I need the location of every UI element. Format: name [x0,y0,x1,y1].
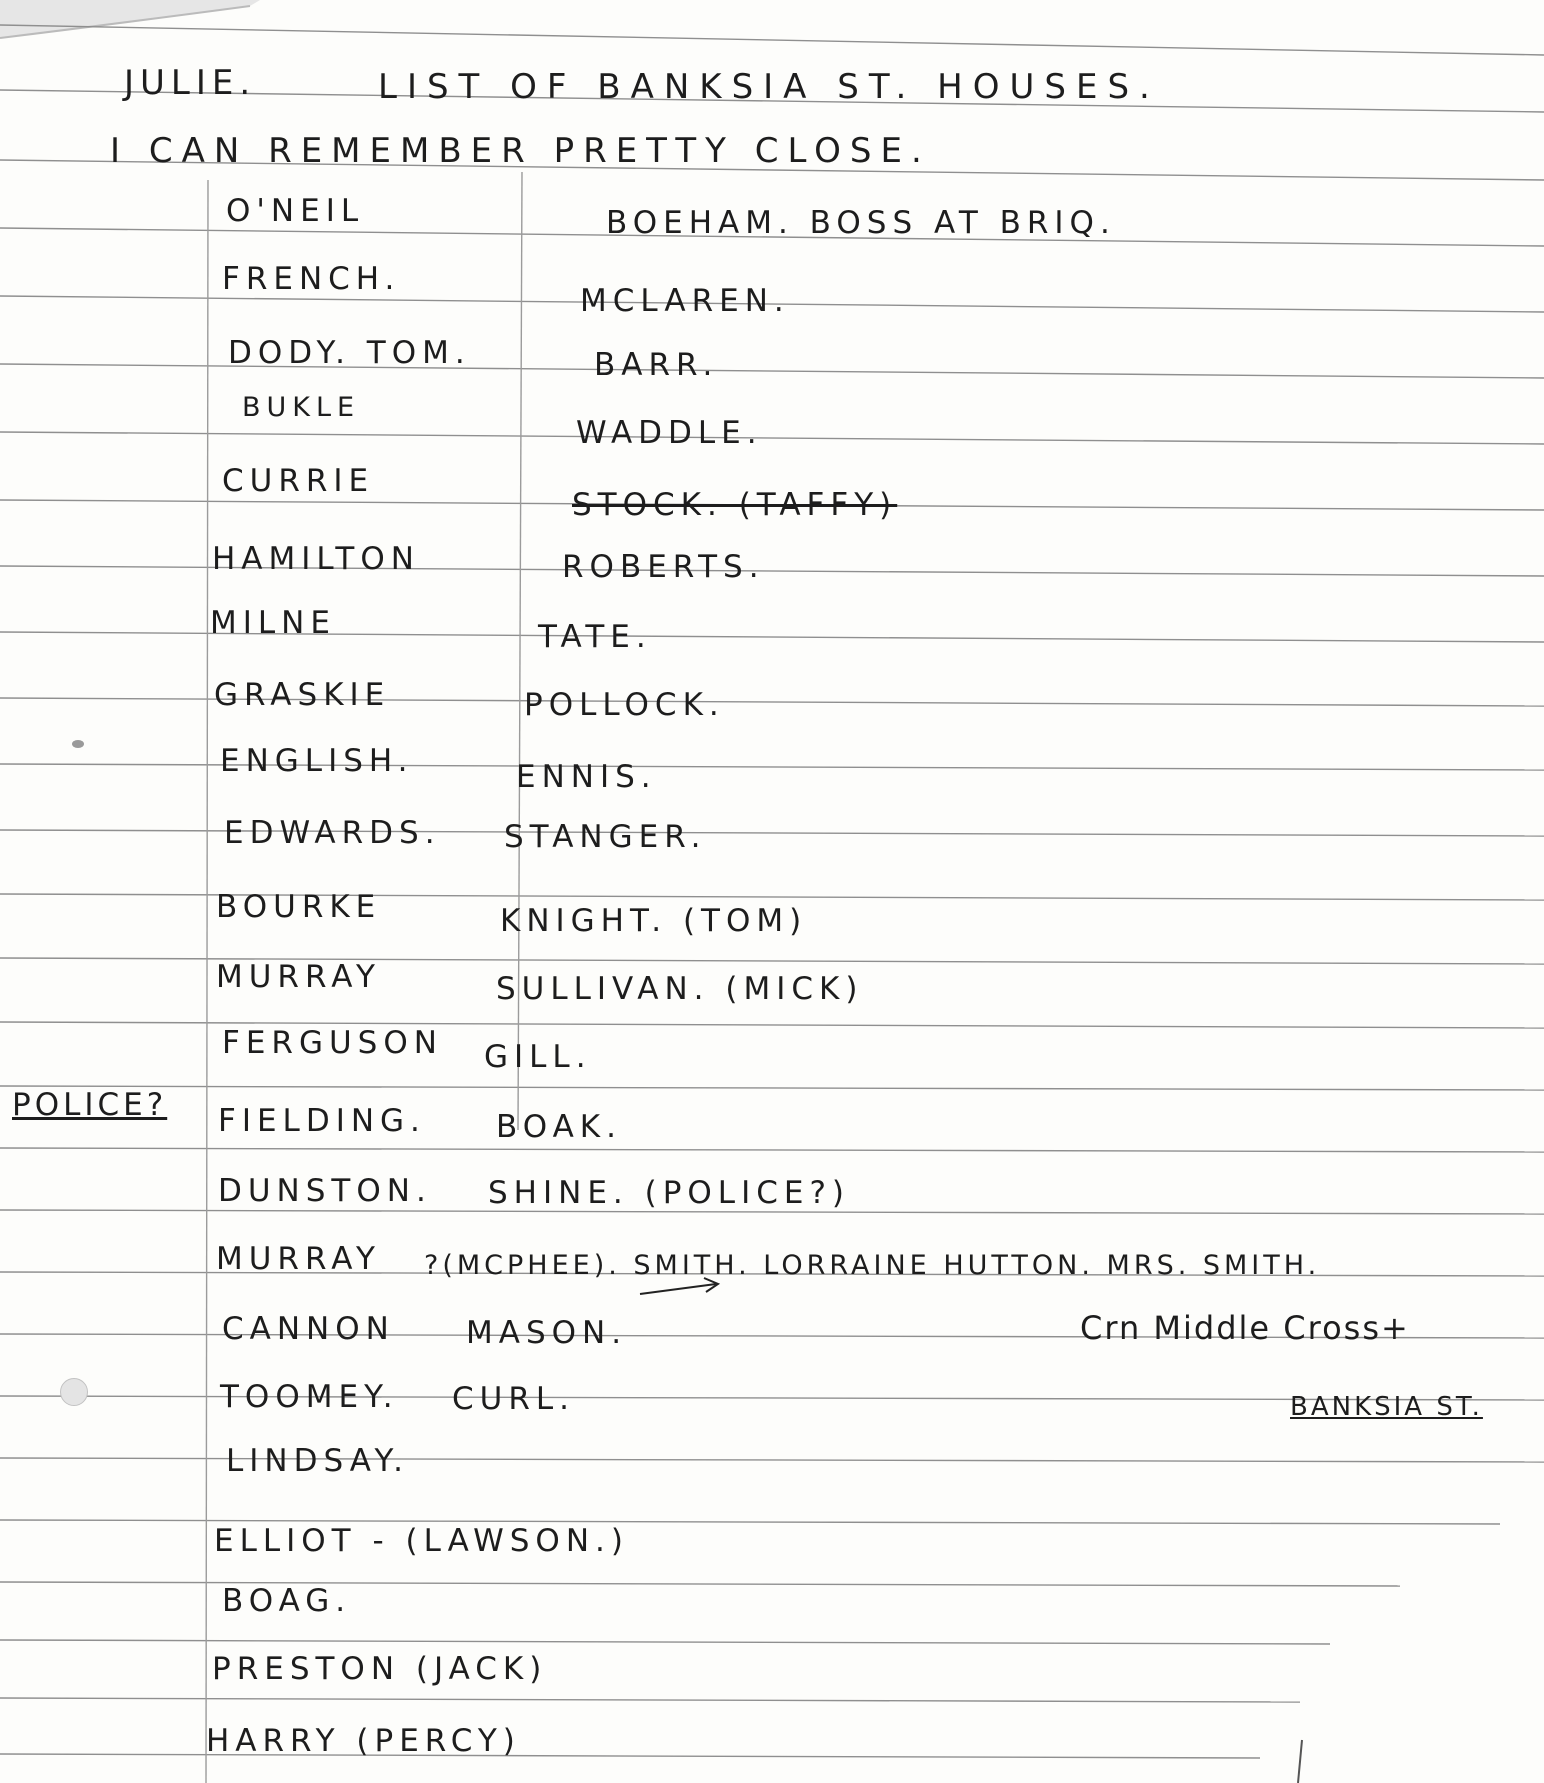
heading-subtitle: I CAN REMEMBER PRETTY CLOSE. [110,131,931,171]
right-entry: BOAK. [496,1109,622,1145]
right-entry: ENNIS. [516,759,657,795]
left-entry: BUKLE [242,392,361,423]
right-entry: ROBERTS. [562,549,765,585]
left-entry: CANNON [222,1311,395,1347]
heading-title: LIST OF BANKSIA ST. HOUSES. [378,67,1160,107]
right-entry: CURL. [452,1381,575,1417]
right-entry: SULLIVAN. (MICK) [496,971,864,1007]
paper-speck [60,1378,88,1406]
left-entry: EDWARDS. [224,815,441,851]
left-entry: FIELDING. [218,1103,426,1139]
left-entry: GRASKIE [214,677,391,713]
right-entry: TATE. [538,619,652,655]
right-entry: SHINE. (POLICE?) [488,1175,850,1211]
paper-speck [72,740,84,748]
left-entry: DODY. TOM. [228,335,471,371]
left-entry: LINDSAY. [226,1443,410,1479]
left-entry: FERGUSON [222,1025,443,1061]
left-entry: BOURKE [216,889,382,925]
left-entry: O'NEIL [226,193,365,229]
right-entry: STANGER. [504,819,707,855]
heading-name: JULIE. [124,63,257,103]
right-entry: ?(MCPHEE). SMITH. LORRAINE HUTTON. MRS. SMITH. [424,1250,1321,1281]
corner-note: BANKSIA ST. [1290,1392,1483,1422]
right-entry: WADDLE. [576,415,763,451]
left-entry: MURRAY [216,1241,381,1277]
left-entry: FRENCH. [222,261,401,297]
right-entry: BOEHAM. BOSS AT BRIQ. [606,205,1116,241]
margin-note: POLICE? [12,1087,168,1123]
left-entry: ENGLISH. [220,743,414,779]
right-entry: GILL. [484,1039,592,1075]
left-entry: DUNSTON. [218,1173,432,1209]
left-entry: PRESTON (JACK) [212,1651,548,1687]
left-entry: BOAG. [222,1583,352,1619]
left-entry: MURRAY [216,959,381,995]
left-entry: MILNE [210,605,336,641]
right-entry: BARR. [594,347,719,383]
left-entry: HARRY (PERCY) [206,1723,521,1759]
right-entry: MCLAREN. [580,283,790,319]
left-entry: TOOMEY. [220,1379,399,1415]
left-entry: CURRIE [222,463,375,499]
right-entry: MASON. [466,1315,628,1351]
left-entry: HAMILTON [212,541,420,577]
left-entry: ELLIOT - (LAWSON.) [214,1523,629,1559]
right-entry: KNIGHT. (TOM) [500,903,808,939]
right-entry: STOCK. (TAFFY) [572,487,898,523]
right-entry: POLLOCK. [524,687,725,723]
corner-note: Crn Middle Cross+ [1080,1309,1410,1347]
